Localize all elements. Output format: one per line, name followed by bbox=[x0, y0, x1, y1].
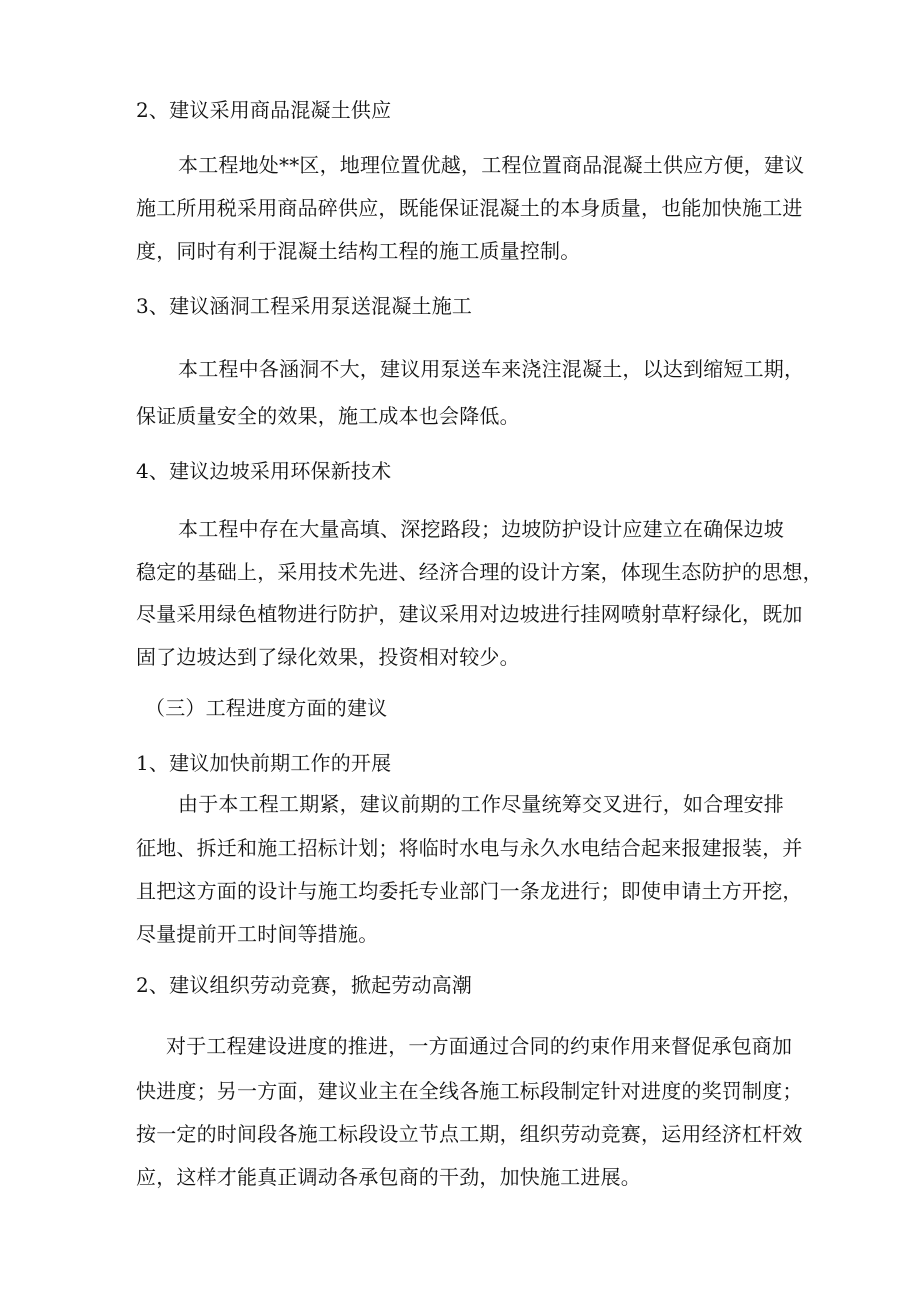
paragraph-line: 对于工程建设进度的推进，一方面通过合同的约束作用来督促承包商加 bbox=[166, 1034, 793, 1058]
paragraph-line: 固了边坡达到了绿化效果，投资相对较少。 bbox=[136, 645, 520, 669]
section-heading-labor-competition: 2、建议组织劳动竞赛，掀起劳动高潮 bbox=[136, 973, 473, 997]
paragraph-line: 应，这样才能真正调动各承包商的干劲，加快施工进展。 bbox=[136, 1165, 641, 1189]
paragraph-line: 稳定的基础上，采用技术先进、经济合理的设计方案，体现生态防护的思想， bbox=[136, 560, 823, 584]
paragraph-line: 本工程中各涵洞不大，建议用泵送车来浇注混凝土，以达到缩短工期， bbox=[178, 357, 805, 381]
paragraph-line: 尽量提前开工时间等措施。 bbox=[136, 922, 379, 946]
paragraph-line: 按一定的时间段各施工标段设立节点工期，组织劳动竞赛，运用经济杠杆效 bbox=[136, 1122, 803, 1146]
paragraph-line: 施工所用税采用商品碎供应，既能保证混凝土的本身质量，也能加快施工进 bbox=[136, 196, 803, 220]
section-heading-preliminary-work: 1、建议加快前期工作的开展 bbox=[136, 751, 392, 775]
paragraph-line: 由于本工程工期紧，建议前期的工作尽量统筹交叉进行，如合理安排 bbox=[178, 792, 784, 816]
paragraph-line: 征地、拆迁和施工招标计划；将临时水电与永久水电结合起来报建报装，并 bbox=[136, 836, 803, 860]
paragraph-line: 度，同时有利于混凝土结构工程的施工质量控制。 bbox=[136, 239, 581, 263]
section-heading-commercial-concrete: 2、建议采用商品混凝土供应 bbox=[136, 98, 392, 122]
section-heading-pumped-concrete: 3、建议涵洞工程采用泵送混凝土施工 bbox=[136, 294, 473, 318]
paragraph-line: 快进度；另一方面，建议业主在全线各施工标段制定针对进度的奖罚制度； bbox=[136, 1079, 803, 1103]
section-heading-slope-technology: 4、建议边坡采用环保新技术 bbox=[136, 459, 392, 483]
paragraph-line: 尽量采用绿色植物进行防护，建议采用对边坡进行挂网喷射草籽绿化，既加 bbox=[136, 602, 803, 626]
paragraph-line: 本工程中存在大量高填、深挖路段；边坡防护设计应建立在确保边坡 bbox=[178, 517, 784, 541]
paragraph-line: 本工程地处**区，地理位置优越，工程位置商品混凝土供应方便，建议 bbox=[178, 153, 805, 177]
paragraph-line: 且把这方面的设计与施工均委托专业部门一条龙进行；即使申请土方开挖， bbox=[136, 879, 803, 903]
section-heading-progress-suggestions: （三）工程进度方面的建议 bbox=[145, 696, 388, 720]
paragraph-line: 保证质量安全的效果，施工成本也会降低。 bbox=[136, 404, 520, 428]
